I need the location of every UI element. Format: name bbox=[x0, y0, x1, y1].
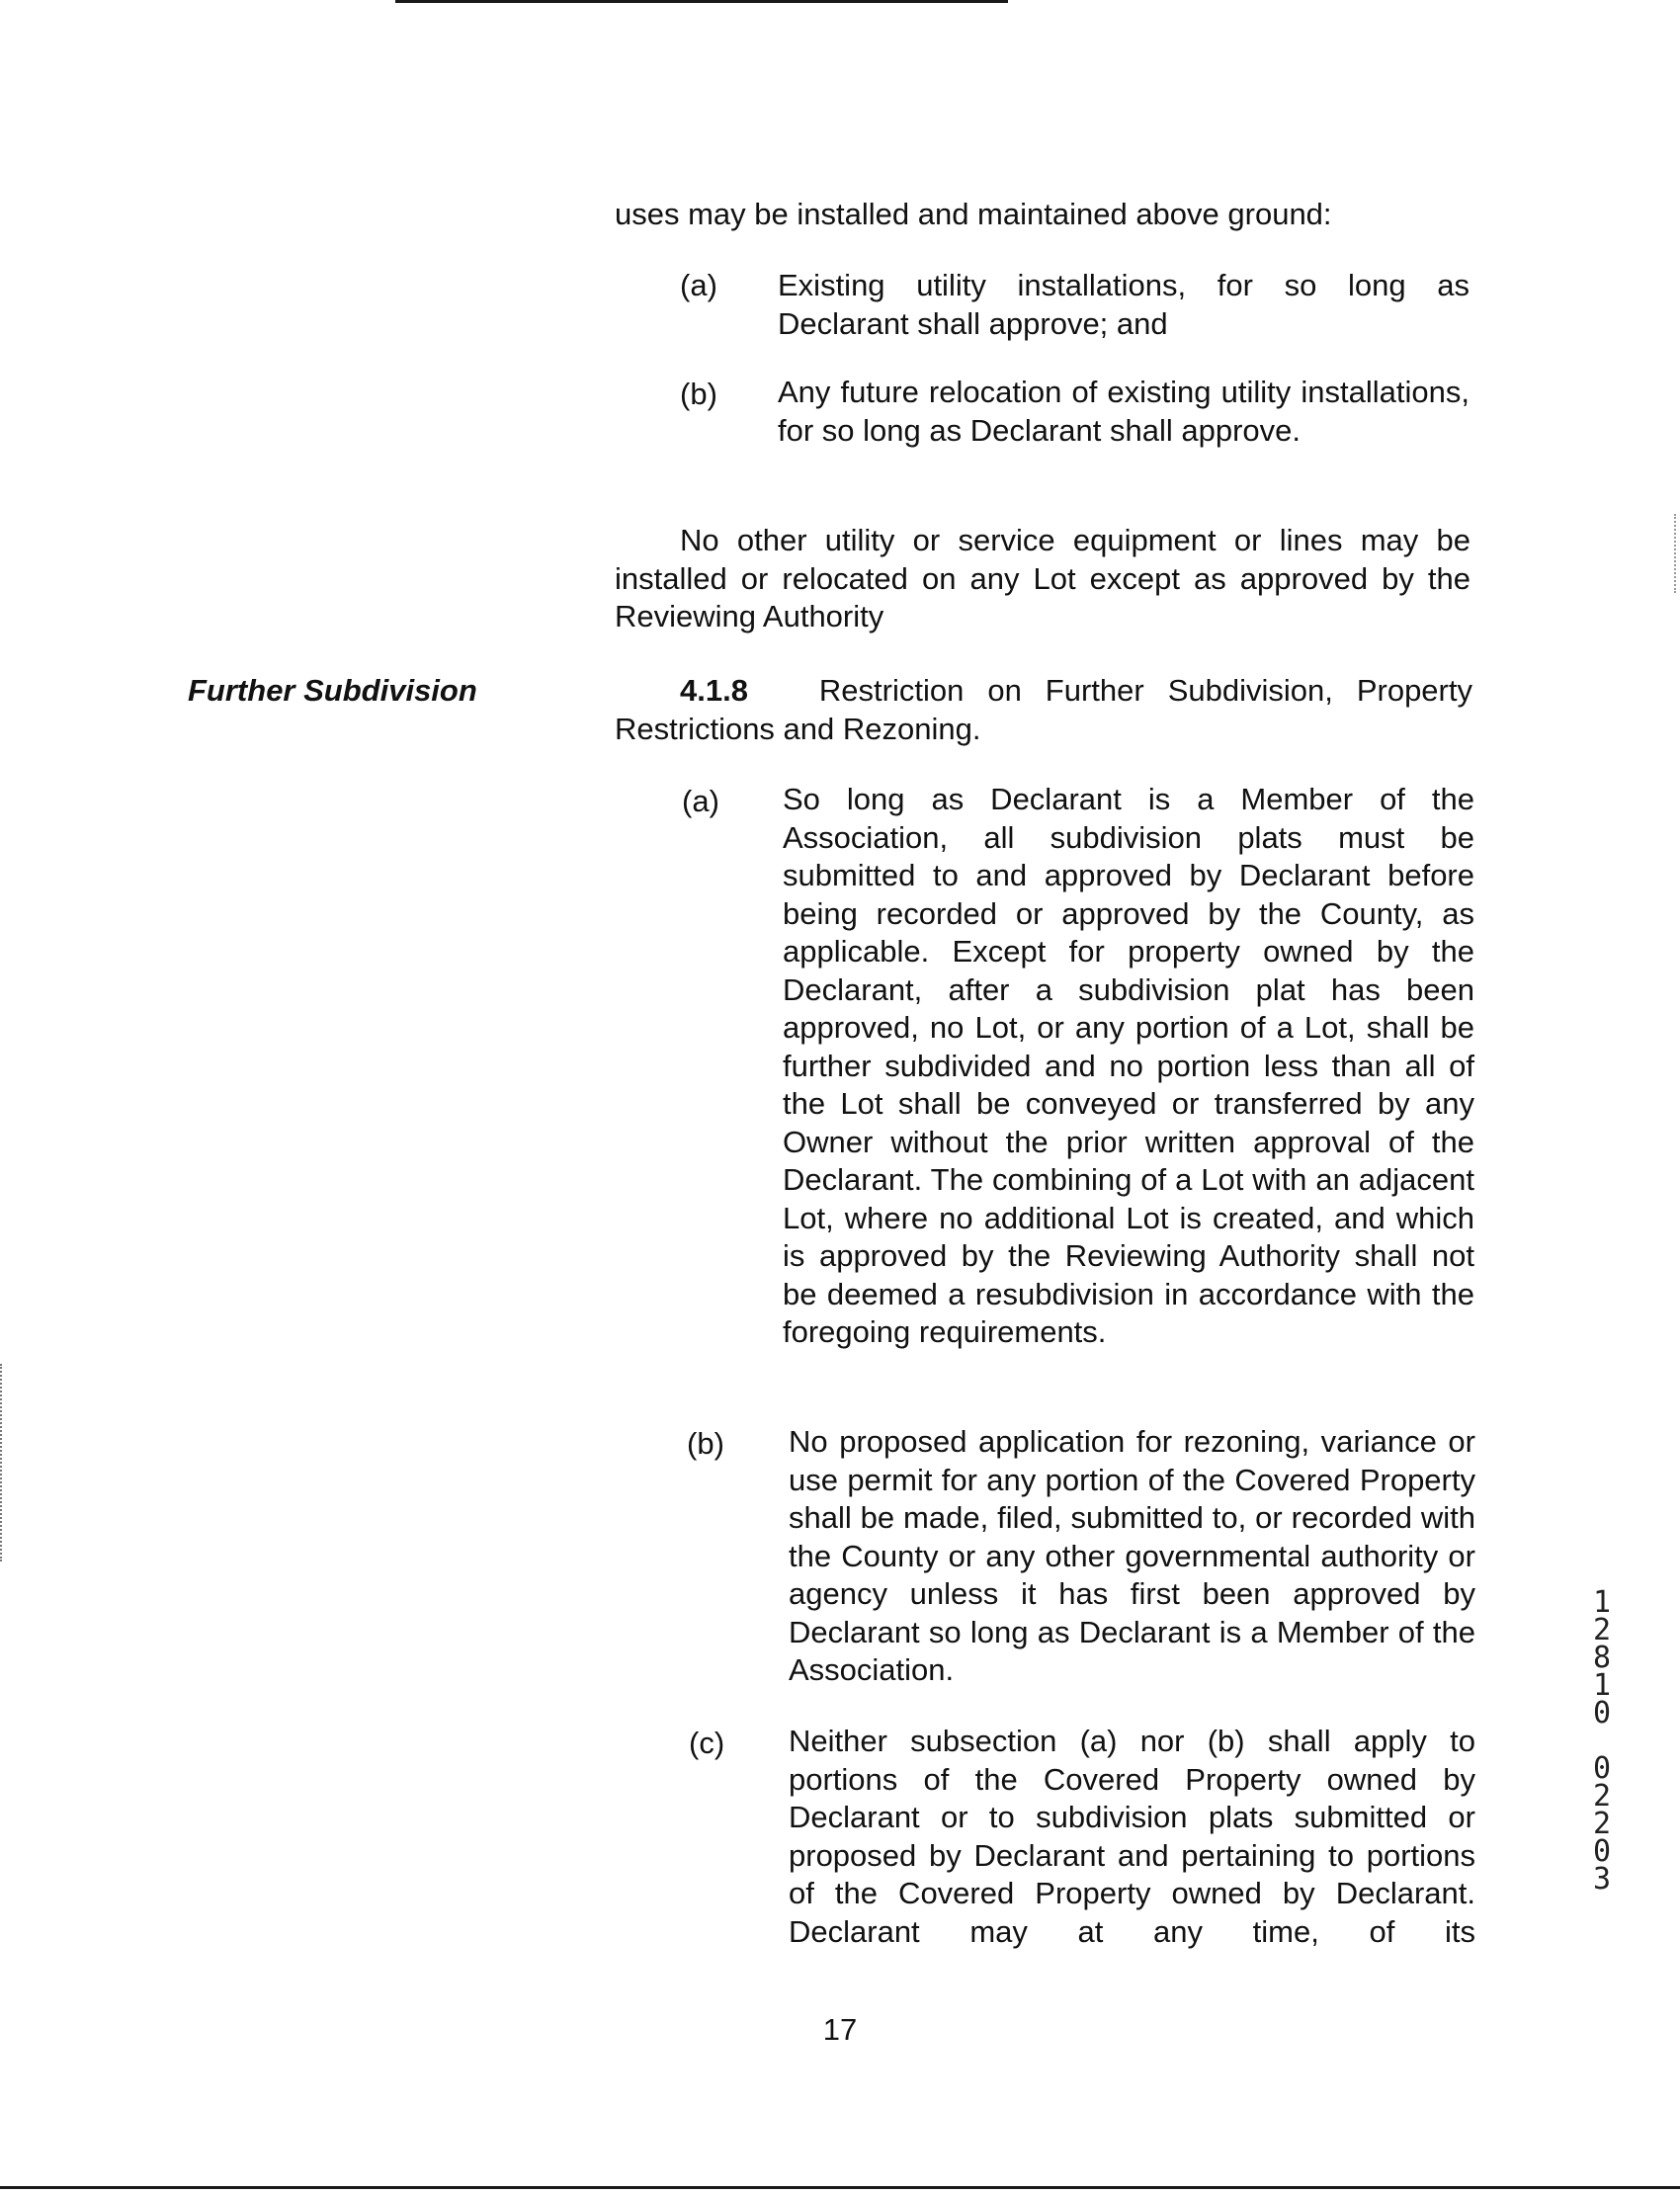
scan-edge-mark bbox=[1674, 514, 1678, 593]
list-item-label: (b) bbox=[687, 1426, 724, 1461]
stamp-digit: 0 bbox=[1592, 1751, 1612, 1786]
section-title: Restriction on Further Subdivision, Property Restrictions and Rezoning. bbox=[615, 673, 1472, 746]
page-number: 17 bbox=[822, 2012, 858, 2047]
stamp-digit: 1 bbox=[1592, 1668, 1612, 1703]
stamp-digit: 3 bbox=[1592, 1862, 1612, 1897]
bottom-rule bbox=[0, 2186, 1680, 2189]
stamp-digit: 0 bbox=[1592, 1696, 1612, 1730]
list-item-label: (b) bbox=[680, 377, 717, 411]
section-number: 4.1.8 bbox=[680, 673, 748, 708]
list-item-text: No proposed application for rezoning, variance or use permit for any portion of the Covered Property shall be made, filed, submitted to, or recorded with the County or any other governmental authority or agency unless it has first been approved by Declarant so long as Declarant is a Member of the Association. bbox=[789, 1424, 1475, 1687]
list-item-label: (c) bbox=[689, 1726, 725, 1760]
stamp-digit: 0 bbox=[1592, 1834, 1612, 1869]
stamp-digit: 2 bbox=[1592, 1613, 1612, 1647]
top-rule bbox=[395, 0, 1008, 3]
list-item-text: Existing utility installations, for so long as Declarant shall approve; and bbox=[778, 268, 1470, 341]
list-item-text: So long as Declarant is a Member of the Association, all subdivision plats must be submitted to and approved by Declarant before being recorded or approved by the County, as applicable. Except for property owned by the Declarant, after a subdivision plat has been approved, no Lot, or any portion of a Lot, shall be further subdivided and no portion less than all of the Lot shall be conveyed or transferred by any Owner without the prior written approval of the Declarant. The combining of a Lot with an adjacent Lot, where no additional Lot is created, and which is approved by the Reviewing Authority shall not be deemed a resubdivision in accordance with the foregoing requirements. bbox=[783, 782, 1474, 1349]
stamp-digit: 2 bbox=[1592, 1779, 1612, 1814]
section-heading bbox=[615, 672, 1472, 748]
stamp-digit: 8 bbox=[1592, 1641, 1612, 1675]
side-heading: Further Subdivision bbox=[188, 673, 477, 708]
list-item-text: Any future relocation of existing utility installations, for so long as Declarant shall approve. bbox=[778, 375, 1470, 448]
closing-paragraph: No other utility or service equipment or lines may be installed or relocated on any Lot except as approved by the Reviewing Authority bbox=[615, 523, 1470, 633]
stamp-digit: 1 bbox=[1592, 1585, 1612, 1620]
intro-line: uses may be installed and maintained above ground: bbox=[615, 197, 1332, 231]
list-item-label: (a) bbox=[682, 784, 719, 818]
recording-stamp bbox=[1585, 1585, 1619, 1897]
list-item-text: Neither subsection (a) nor (b) shall apply to portions of the Covered Property owned by Declarant or to subdivision plats submitted or proposed by Declarant and pertaining to portions of the Covered Property owned by Declarant. Declarant may at any time, of its bbox=[789, 1724, 1475, 1949]
list-item-label: (a) bbox=[680, 268, 717, 302]
scan-edge-mark bbox=[0, 1364, 4, 1561]
stamp-digit: 2 bbox=[1592, 1807, 1612, 1841]
